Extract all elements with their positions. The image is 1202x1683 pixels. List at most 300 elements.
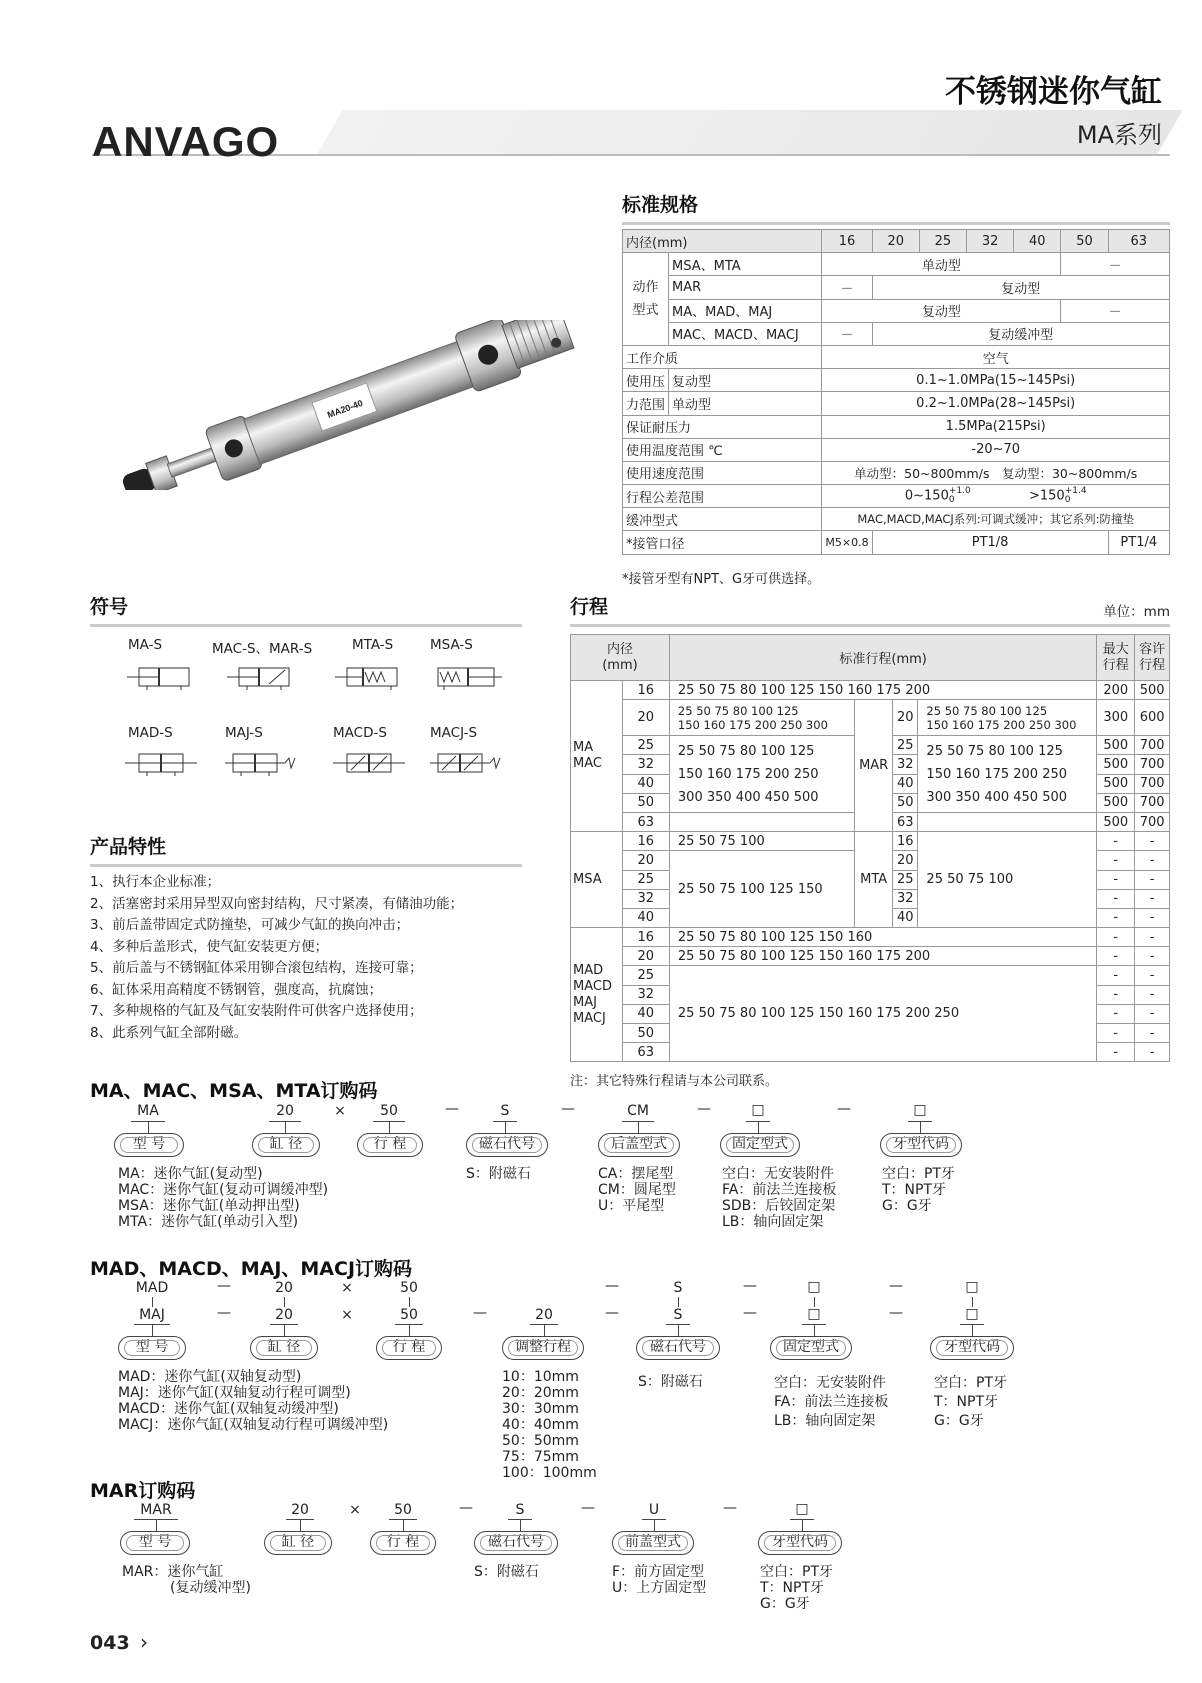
series-mad: MAD (573, 962, 604, 978)
series-maj: MAJ (573, 994, 597, 1010)
list-item: MTA：迷你气缸(单动引入型) (118, 1214, 299, 1230)
product-label: MA20-40 (325, 397, 365, 420)
allow-stroke: - (1135, 947, 1170, 966)
stroke-values: 150 160 175 200 250 300 (677, 717, 828, 732)
list-item: MA：迷你气缸(复动型) (118, 1166, 263, 1182)
code-sep: — (697, 1101, 711, 1117)
speed-label: 使用速度范围 (623, 461, 822, 484)
max-stroke: 200 (1097, 681, 1135, 700)
max-stroke: - (1097, 1024, 1135, 1043)
code-part: □ (795, 1501, 809, 1517)
stroke-values: 150 160 175 200 250 (926, 766, 1068, 782)
max-stroke: - (1097, 928, 1135, 947)
bore-cell: 16 (622, 681, 669, 700)
list-item: T：NPT牙 (882, 1182, 947, 1198)
stroke-h-tol2: 行程 (1139, 657, 1166, 673)
code-part: MAR (140, 1502, 172, 1518)
stroke-heading: 行程 (570, 592, 1170, 627)
list-item: 75：75mm (502, 1449, 579, 1465)
feature-item: 1、执行本企业标准； (90, 874, 221, 890)
allow-stroke: 700 (1135, 812, 1170, 831)
code-sep: — (473, 1305, 487, 1321)
bore-cell: 40 (622, 1004, 669, 1023)
allow-stroke: 700 (1135, 793, 1170, 812)
list-item: 空白：无安装附件 (774, 1375, 886, 1391)
list-item: 30：30mm (502, 1401, 579, 1417)
port-pt18: PT1/8 (872, 531, 1108, 554)
action-type: MAC、MACD、MACJ (669, 322, 822, 345)
feature-item: 6、缸体采用高精度不锈钢管，强度高，抗腐蚀； (90, 981, 383, 998)
order1-mount-list (722, 1166, 836, 1230)
pill-bore: 缸 径 (264, 1531, 332, 1555)
symbol-label: MAC-S、MAR-S (212, 641, 313, 657)
order3-magnet-list (474, 1564, 539, 1580)
list-item: MACJ：迷你气缸(双轴复动行程可调缓冲型) (118, 1417, 389, 1433)
stroke-values: 25 50 75 100 (918, 832, 1097, 928)
max-stroke: - (1097, 1043, 1135, 1062)
max-stroke: - (1097, 870, 1135, 889)
code-sep: — (743, 1305, 757, 1321)
action-value: － (822, 276, 872, 299)
spec-heading: 标准规格 (622, 190, 1170, 225)
code-part: 20 (291, 1502, 309, 1518)
bore-cell: 20 (622, 947, 669, 966)
max-stroke: - (1097, 908, 1135, 927)
stroke-unit: 单位：mm (1103, 604, 1170, 620)
pill-thread: 牙型代码 (880, 1133, 962, 1157)
code-sep: × (349, 1502, 361, 1518)
action-type: MAR (669, 276, 822, 299)
max-stroke: - (1097, 947, 1135, 966)
action-value: 单动型 (822, 253, 1061, 276)
action-value: － (1061, 299, 1170, 322)
symbol-label: MAD-S (128, 725, 173, 741)
bore-cell: 40 (893, 774, 918, 793)
bore-cell: 40 (622, 908, 669, 927)
pressure-single-value: 0.2~1.0MPa(28~145Psi) (822, 392, 1170, 415)
stroke-values: 25 50 75 80 100 125 (926, 743, 1063, 759)
bore-cell: 32 (622, 755, 669, 774)
max-stroke: - (1097, 985, 1135, 1004)
symbols-heading: 符号 (90, 592, 522, 627)
order1-thread-list (882, 1166, 955, 1214)
code-part: □ (807, 1279, 821, 1295)
bore-cell: 63 (893, 812, 918, 831)
bore-cell: 32 (893, 755, 918, 774)
stroke-h-max: 最大 (1102, 641, 1129, 657)
max-stroke: 500 (1097, 812, 1135, 831)
pill-stroke: 行 程 (357, 1133, 423, 1157)
allow-stroke: 700 (1135, 755, 1170, 774)
stroke-h-bore: 内径 (606, 641, 633, 657)
list-item: MAD：迷你气缸(双轴复动型) (118, 1369, 302, 1385)
spec-table (622, 229, 1170, 555)
max-stroke: - (1097, 889, 1135, 908)
code-sep: — (837, 1101, 851, 1117)
bore-cell: 32 (622, 985, 669, 1004)
symbol-label: MSA-S (430, 637, 473, 653)
medium-label: 工作介质 (623, 345, 822, 368)
stroke-values: 25 50 75 100 (669, 832, 854, 851)
bore-cell: 16 (893, 832, 918, 851)
list-item: G：G牙 (760, 1596, 810, 1612)
pill-model: 型 号 (114, 1133, 184, 1157)
max-stroke: - (1097, 1004, 1135, 1023)
bore-40: 40 (1014, 230, 1061, 253)
list-item: 40：40mm (502, 1417, 579, 1433)
allow-stroke: 500 (1135, 681, 1170, 700)
max-stroke: - (1097, 851, 1135, 870)
code-part: 50 (400, 1307, 418, 1323)
temp-value: -20~70 (822, 438, 1170, 461)
order2-mount-list (774, 1374, 888, 1431)
order2-heading: MAD、MACD、MAJ、MACJ订购码 (90, 1258, 413, 1280)
action-label: 动作 型式 (623, 253, 669, 346)
features-heading: 产品特性 (90, 832, 522, 867)
pill-mount: 固定型式 (770, 1336, 852, 1360)
series-macd: MACD (573, 978, 612, 994)
action-value: 复动缓冲型 (872, 322, 1169, 345)
symbol-label: MTA-S (352, 637, 394, 653)
list-item: S：附磁石 (474, 1564, 539, 1580)
action-value: － (822, 322, 872, 345)
symbol-maj-s-icon (225, 750, 297, 776)
code-part: MAD (135, 1280, 169, 1296)
symbol-label: MACD-S (333, 725, 387, 741)
order1-magnet-list (466, 1166, 531, 1182)
code-part: 20 (276, 1103, 294, 1119)
list-item: FA：前法兰连接板 (722, 1182, 837, 1198)
page-number: 043 (90, 1632, 130, 1654)
header-band (317, 110, 1182, 154)
code-sep: — (217, 1278, 231, 1294)
code-part: S (515, 1502, 525, 1518)
stroke-values: 25 50 75 80 100 125 150 160 175 200 (669, 681, 1096, 700)
pill-magnet: 磁石代号 (636, 1336, 720, 1360)
code-part: U (648, 1502, 660, 1518)
cushion-value: MAC,MACD,MACJ系列:可调式缓冲；其它系列:防撞垫 (822, 508, 1170, 531)
allow-stroke: 700 (1135, 774, 1170, 793)
stroke-values: 25 50 75 100 125 150 (669, 851, 854, 928)
spec-note: *接管牙型有NPT、G牙可供选择。 (622, 572, 821, 587)
code-part: 20 (275, 1280, 293, 1296)
feature-item: 2、活塞密封采用异型双向密封结构，尺寸紧凑，有储油功能； (90, 895, 464, 912)
list-item: 20：20mm (502, 1385, 579, 1401)
order2-model-list (118, 1369, 388, 1433)
action-value: － (1061, 253, 1170, 276)
symbol-label: MACJ-S (430, 725, 478, 741)
bore-cell: 25 (622, 966, 669, 985)
bore-cell: 63 (622, 1043, 669, 1062)
brand-logo: ANVAGO (92, 118, 280, 165)
pill-model: 型 号 (120, 1531, 190, 1555)
bore-label: 内径(mm) (623, 230, 822, 253)
symbol-mad-s-icon (125, 750, 197, 776)
tolerance-value (822, 485, 1170, 508)
stroke-values: 150 160 175 200 250 300 (926, 717, 1077, 732)
proof-value: 1.5MPa(215Psi) (822, 415, 1170, 438)
pill-front-cover: 前盖型式 (612, 1531, 694, 1555)
page-arrow: › (140, 1630, 148, 1654)
code-part: □ (965, 1279, 979, 1295)
allow-stroke: - (1135, 851, 1170, 870)
page-subtitle: MA系列 (1076, 121, 1162, 149)
bore-cell: 25 (893, 736, 918, 755)
list-item: SDB：后铰固定架 (722, 1198, 836, 1214)
stroke-h-std: 标准行程(mm) (669, 635, 1096, 681)
port-label: *接管口径 (623, 531, 822, 554)
temp-label: 使用温度范围 ℃ (623, 438, 822, 461)
stroke-h-tol: 容许 (1139, 641, 1166, 657)
stroke-values: 25 50 75 80 100 125 150 160 175 200 (669, 947, 1096, 966)
code-sep: — (459, 1500, 473, 1516)
code-sep: — (581, 1500, 595, 1516)
tol-a-up: +1.0 (948, 486, 971, 497)
code-part: S (673, 1307, 683, 1323)
list-item: LB：轴向固定架 (722, 1214, 824, 1230)
series-ma: MA (573, 740, 594, 756)
allow-stroke: - (1135, 889, 1170, 908)
code-part: CM (627, 1103, 649, 1119)
bore-cell: 63 (622, 812, 669, 831)
cylinder-product-image (110, 320, 590, 490)
symbol-label: MAJ-S (225, 725, 263, 741)
list-item: G：G牙 (934, 1413, 984, 1429)
list-item: S：附磁石 (638, 1374, 703, 1390)
symbol-label: MA-S (128, 637, 163, 653)
bore-cell: 32 (622, 889, 669, 908)
medium-value: 空气 (822, 345, 1170, 368)
tol-b-dn: 0 (1064, 495, 1071, 506)
code-sep: — (889, 1278, 903, 1294)
code-part: S (673, 1280, 683, 1296)
bore-63: 63 (1108, 230, 1169, 253)
list-item: 100：100mm (502, 1465, 597, 1481)
symbol-msa-s-icon (430, 664, 502, 690)
allow-stroke: - (1135, 985, 1170, 1004)
bore-cell: 16 (622, 832, 669, 851)
list-item: 空白：PT牙 (760, 1564, 833, 1580)
symbol-macd-s-icon (333, 750, 405, 776)
bore-cell: 20 (893, 851, 918, 870)
list-item: G：G牙 (882, 1198, 932, 1214)
code-sep: — (723, 1500, 737, 1516)
feature-item: 7、多种规格的气缸及气缸安装附件可供客户选择使用； (90, 1003, 423, 1019)
symbol-ma-s-icon (125, 664, 197, 690)
list-item: (复动缓冲型) (170, 1580, 251, 1596)
bore-cell: 25 (622, 870, 669, 889)
stroke-values: 300 350 400 450 500 (677, 789, 819, 805)
code-part: □ (913, 1102, 927, 1118)
code-part: S (500, 1103, 510, 1119)
list-item: 10：10mm (502, 1369, 579, 1385)
bore-cell: 40 (893, 908, 918, 927)
allow-stroke: - (1135, 928, 1170, 947)
list-item: 空白：PT牙 (882, 1166, 955, 1182)
list-item: U：上方固定型 (612, 1580, 707, 1596)
bore-20: 20 (872, 230, 919, 253)
bore-cell: 25 (893, 870, 918, 889)
tolerance-label: 行程公差范围 (623, 485, 822, 508)
allow-stroke: - (1135, 1024, 1170, 1043)
stroke-values: 25 50 75 80 100 125 (677, 743, 815, 759)
order3-front-list (612, 1564, 706, 1596)
bore-32: 32 (967, 230, 1014, 253)
list-item: F：前方固定型 (612, 1564, 705, 1580)
bore-cell: 20 (622, 851, 669, 870)
action-type: MSA、MTA (669, 253, 822, 276)
allow-stroke: - (1135, 1004, 1170, 1023)
series-mta: MTA (855, 832, 893, 928)
feature-item: 5、前后盖与不锈钢缸体采用铆合滚包结构，连接可靠； (90, 960, 423, 976)
stroke-values: 150 160 175 200 250 (677, 766, 819, 782)
code-part: MA (137, 1103, 159, 1119)
stroke-values: 25 50 75 80 100 125 (677, 703, 799, 718)
pressure-double-value: 0.1~1.0MPa(15~145Psi) (822, 369, 1170, 392)
code-part: □ (965, 1306, 979, 1322)
allow-stroke: - (1135, 966, 1170, 985)
bore-cell: 50 (622, 793, 669, 812)
series-msa: MSA (571, 832, 623, 928)
code-sep: × (341, 1307, 353, 1323)
page-title: 不锈钢迷你气缸 (945, 74, 1162, 110)
series-macj: MACJ (573, 1010, 606, 1026)
bore-cell: 20 (622, 700, 669, 736)
order2-magnet-list (638, 1374, 703, 1390)
pill-bore: 缸 径 (252, 1133, 320, 1157)
feature-item: 4、多种后盖形式，使气缸安装更方便； (90, 938, 329, 955)
max-stroke: 500 (1097, 793, 1135, 812)
allow-stroke: - (1135, 1043, 1170, 1062)
stroke-h-bore-unit: (mm) (602, 657, 638, 673)
tol-b-up: +1.4 (1064, 486, 1087, 497)
pill-bore: 缸 径 (250, 1336, 318, 1360)
pressure-single-label: 单动型 (669, 392, 822, 415)
order2-adjust-list (502, 1369, 597, 1481)
list-item: CM：圆尾型 (598, 1182, 676, 1198)
series-mar: MAR (855, 700, 893, 832)
list-item: MAJ：迷你气缸(双轴复动行程可调型) (118, 1385, 351, 1401)
allow-stroke: - (1135, 870, 1170, 889)
code-part: 20 (535, 1307, 553, 1323)
code-part: 50 (380, 1103, 398, 1119)
order1-model-list (118, 1166, 328, 1230)
bore-cell: 25 (622, 736, 669, 755)
code-sep: × (334, 1103, 346, 1119)
symbol-mta-s-icon (333, 664, 405, 690)
pill-adjust: 调整行程 (502, 1336, 584, 1360)
stroke-values: 300 350 400 450 500 (926, 789, 1068, 805)
allow-stroke: - (1135, 832, 1170, 851)
list-item: 空白：无安装附件 (722, 1166, 834, 1182)
max-stroke: 500 (1097, 755, 1135, 774)
code-part: 50 (394, 1502, 412, 1518)
list-item: MAR：迷你气缸 (122, 1564, 224, 1580)
list-item: U：平尾型 (598, 1198, 665, 1214)
list-item: CA：摆尾型 (598, 1166, 674, 1182)
code-part: 50 (400, 1280, 418, 1296)
bore-cell: 50 (622, 1024, 669, 1043)
pressure-label: 力范围 (623, 392, 669, 415)
port-m5: M5×0.8 (822, 531, 872, 554)
pill-rear-cover: 后盖型式 (598, 1133, 680, 1157)
list-item: T：NPT牙 (760, 1580, 825, 1596)
port-pt14: PT1/4 (1108, 531, 1169, 554)
list-item: FA：前法兰连接板 (774, 1394, 889, 1410)
max-stroke: 300 (1097, 700, 1135, 736)
list-item: LB：轴向固定架 (774, 1413, 876, 1429)
order1-rear-list (598, 1166, 676, 1214)
order3-model-list (122, 1564, 251, 1596)
allow-stroke: - (1135, 908, 1170, 927)
code-part: MAJ (139, 1307, 165, 1323)
list-item: 空白：PT牙 (934, 1375, 1007, 1391)
code-part: □ (751, 1102, 765, 1118)
code-sep: — (561, 1101, 575, 1117)
list-item: MSA：迷你气缸(单动押出型) (118, 1198, 300, 1214)
feature-item: 3、前后盖带固定式防撞垫，可减少气缸的换向冲击； (90, 917, 410, 933)
bore-cell: 32 (893, 889, 918, 908)
symbol-mac-s-icon (225, 664, 297, 690)
stroke-values: 25 50 75 80 100 125 (926, 703, 1048, 718)
max-stroke: - (1097, 966, 1135, 985)
code-sep: — (889, 1305, 903, 1321)
pill-stroke: 行 程 (376, 1336, 442, 1360)
bore-cell: 20 (893, 700, 918, 736)
list-item: S：附磁石 (466, 1166, 531, 1182)
code-sep: × (341, 1280, 353, 1296)
code-part: □ (807, 1306, 821, 1322)
tol-a: 0~150 (904, 488, 949, 504)
code-part: 20 (275, 1307, 293, 1323)
speed-value: 单动型：50~800mm/s 复动型：30~800mm/s (822, 461, 1170, 484)
code-sep: — (743, 1278, 757, 1294)
pill-magnet: 磁石代号 (474, 1531, 558, 1555)
series-mac: MAC (573, 756, 602, 772)
bore-cell: 16 (622, 928, 669, 947)
stroke-values: 25 50 75 80 100 125 150 160 175 200 250 (669, 966, 1096, 1062)
tol-b: >150 (1028, 488, 1065, 504)
allow-stroke: 700 (1135, 736, 1170, 755)
list-item: MAC：迷你气缸(复动可调缓冲型) (118, 1182, 329, 1198)
pill-model: 型 号 (118, 1336, 186, 1360)
cushion-label: 缓冲型式 (623, 508, 822, 531)
list-item: T：NPT牙 (934, 1394, 999, 1410)
tol-a-dn: 0 (948, 495, 955, 506)
code-sep: — (605, 1278, 619, 1294)
action-type: MA、MAD、MAJ (669, 299, 822, 322)
pill-magnet: 磁石代号 (466, 1133, 548, 1157)
stroke-note: 注：其它特殊行程请与本公司联系。 (570, 1074, 779, 1089)
pill-mount: 固定型式 (720, 1133, 800, 1157)
code-sep: — (217, 1305, 231, 1321)
bore-cell: 50 (893, 793, 918, 812)
order1-heading: MA、MAC、MSA、MTA订购码 (90, 1080, 378, 1102)
allow-stroke: 600 (1135, 700, 1170, 736)
action-value: 复动型 (872, 276, 1169, 299)
feature-item: 8、此系列气缸全部附磁。 (90, 1024, 248, 1041)
order2-thread-list (934, 1374, 1007, 1431)
symbol-macj-s-icon (430, 750, 502, 776)
pill-stroke: 行 程 (370, 1531, 436, 1555)
max-stroke: - (1097, 832, 1135, 851)
features-list (90, 872, 463, 1044)
code-sep: — (605, 1305, 619, 1321)
pressure-double-label: 复动型 (669, 369, 822, 392)
bore-16: 16 (822, 230, 872, 253)
code-sep: — (445, 1101, 459, 1117)
pill-thread: 牙型代码 (930, 1336, 1014, 1360)
